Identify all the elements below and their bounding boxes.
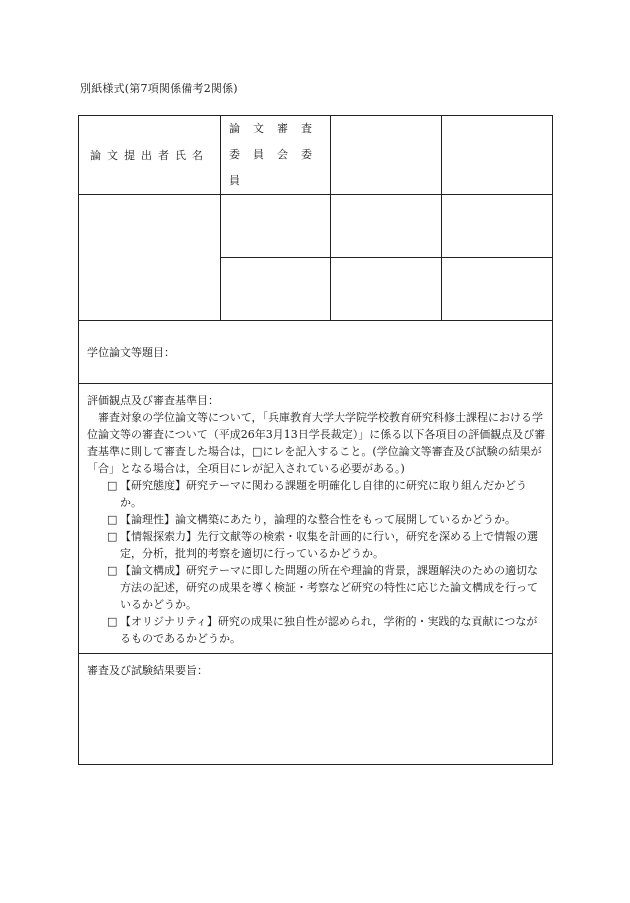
criteria-section [79, 384, 553, 654]
criteria-item [87, 477, 546, 511]
criteria-heading: 評価観点及び審査基準目： [87, 394, 219, 407]
form-name: 別紙様式(第7項関係備考2関係) [80, 82, 238, 95]
criteria-item [87, 528, 546, 562]
result-summary-field[interactable] [79, 654, 553, 765]
checkbox-icon[interactable]: □ [107, 479, 118, 492]
checkbox-icon[interactable]: □ [107, 564, 118, 577]
thesis-title-label: 学位論文等題目： [87, 346, 175, 359]
criteria-item [87, 511, 546, 528]
result-summary-label: 審査及び試験結果要旨： [87, 664, 208, 677]
committee-member-3[interactable] [221, 195, 331, 258]
author-name-label: 論文提出者氏名 [79, 116, 221, 195]
committee-label-line2: 委員会委員 [229, 148, 325, 187]
committee-member-5[interactable] [442, 195, 553, 258]
checkbox-icon[interactable]: □ [107, 530, 118, 543]
committee-member-2[interactable] [442, 116, 553, 195]
committee-member-8[interactable] [442, 258, 553, 321]
committee-member-7[interactable] [331, 258, 442, 321]
criteria-item [87, 562, 546, 613]
committee-label [221, 116, 331, 195]
criteria-intro: 審査対象の学位論文等について，「兵庫教育大学大学院学校教育研究科修士課程における学位論文等の審査について（平成26年3月13日学長裁定）」に係る以下各項目の評価観点及び審査基準に則して審査した場合は，□にレを記入すること。(学位論文等審査及び試験の結果が「合」となる場合は，全項目にレが記入されている必要がある。) [87, 411, 546, 475]
committee-member-6[interactable] [221, 258, 331, 321]
committee-label-line1: 論文審査 [229, 122, 325, 135]
criteria-item-text: 【情報探索力】先行文献等の検索・収集を計画的に行い，研究を深める上で情報の選定，分析，批判的考察を適切に行っているかどうか。 [120, 530, 538, 560]
criteria-item-text: 【論理性】論文構築にあたり，論理的な整合性をもって展開しているかどうか。 [120, 513, 516, 526]
author-name-field[interactable] [79, 195, 221, 321]
committee-member-1[interactable] [331, 116, 442, 195]
checkbox-icon[interactable]: □ [107, 513, 118, 526]
criteria-item-text: 【オリジナリティ】研究の成果に独自性が認められ，学術的・実践的な貢献につながるものであるかどうか。 [120, 615, 538, 645]
evaluation-form-table [78, 115, 553, 765]
committee-member-4[interactable] [331, 195, 442, 258]
checkbox-icon[interactable]: □ [107, 615, 118, 628]
criteria-item [87, 613, 546, 647]
thesis-title-field[interactable] [79, 321, 553, 384]
criteria-item-text: 【論文構成】研究テーマに即した問題の所在や理論的背景，課題解決のための適切な方法の記述，研究の成果を導く検証・考察など研究の特性に応じた論文構成を行っているかどうか。 [120, 564, 538, 611]
criteria-item-text: 【研究態度】研究テーマに関わる課題を明確化し自律的に研究に取り組んだかどうか。 [120, 479, 527, 509]
